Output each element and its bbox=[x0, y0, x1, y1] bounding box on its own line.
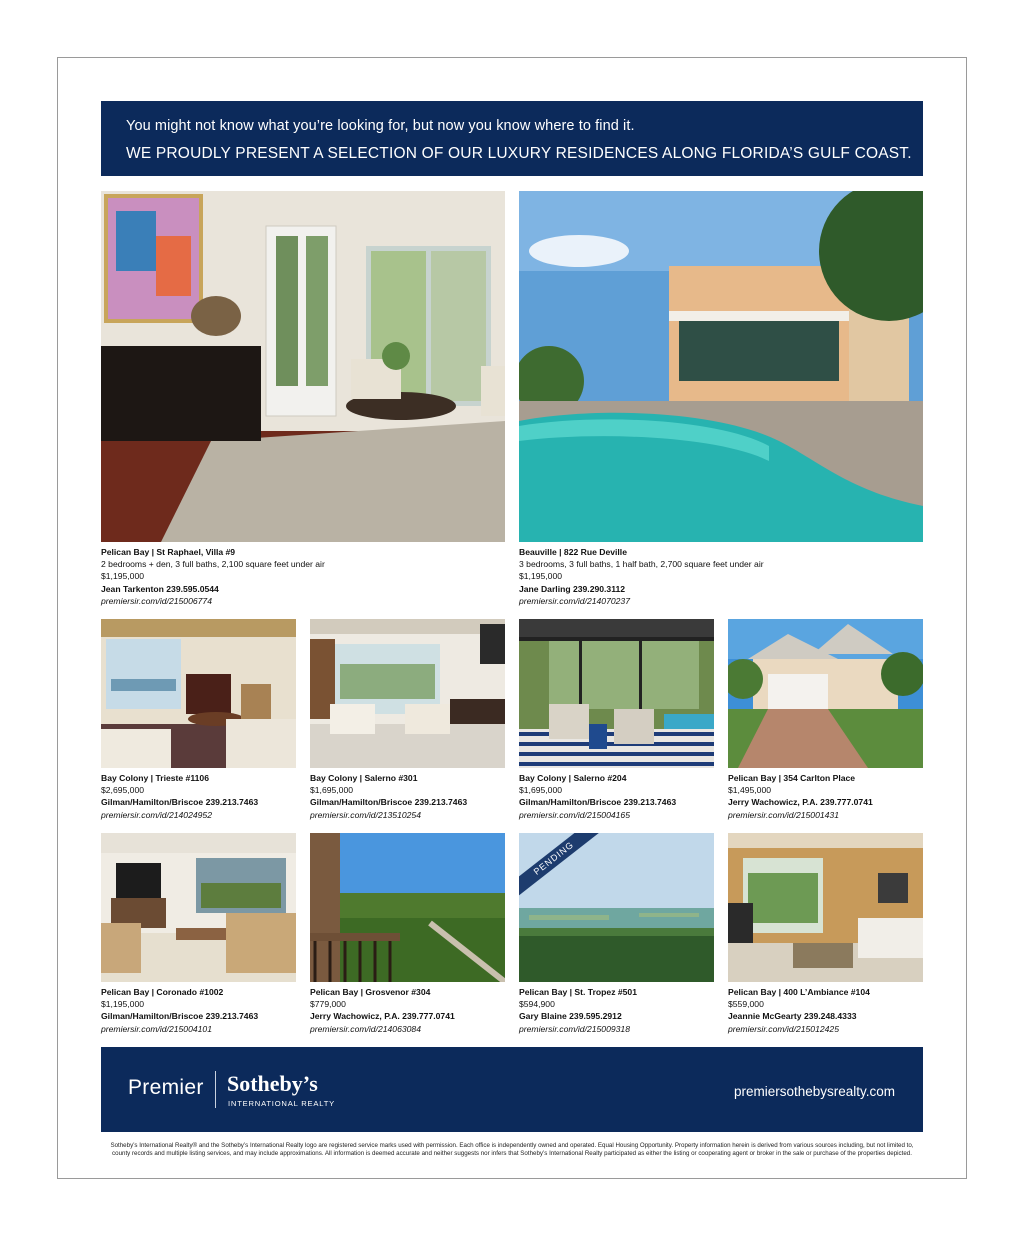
listing-title: Pelican Bay | Grosvenor #304 bbox=[310, 987, 431, 997]
header-banner bbox=[101, 101, 923, 176]
listing-agent: Jane Darling 239.290.3112 bbox=[519, 583, 626, 594]
listing-title: Beauville | 822 Rue Deville bbox=[519, 547, 627, 557]
listing-price: $1,495,000 bbox=[728, 785, 772, 796]
listing-url[interactable]: premiersir.com/id/215004165 bbox=[519, 809, 630, 820]
listing-caption bbox=[101, 546, 325, 607]
listing-caption bbox=[310, 986, 455, 1035]
listing-caption bbox=[728, 772, 873, 821]
pending-badge: PENDING bbox=[519, 833, 610, 904]
listing-price: $779,000 bbox=[310, 999, 346, 1010]
listing-caption bbox=[728, 986, 870, 1035]
listing-title: Bay Colony | Trieste #1106 bbox=[101, 773, 209, 783]
listing-url[interactable]: premiersir.com/id/214024952 bbox=[101, 809, 212, 820]
listing-photo-beauville[interactable] bbox=[519, 191, 923, 542]
listing-photo-salerno-204[interactable] bbox=[519, 619, 714, 768]
listing-price: $594,900 bbox=[519, 999, 555, 1010]
listing-url[interactable]: premiersir.com/id/214063084 bbox=[310, 1023, 421, 1034]
listing-agent: Jeannie McGearty 239.248.4333 bbox=[728, 1011, 857, 1022]
banner-headline: WE PROUDLY PRESENT A SELECTION OF OUR LUXURY RESIDENCES ALONG FLORIDA’S GULF COAST. bbox=[126, 145, 912, 162]
listing-title: Bay Colony | Salerno #301 bbox=[310, 773, 418, 783]
listing-agent: Jerry Wachowicz, P.A. 239.777.0741 bbox=[728, 797, 873, 808]
listing-photo-coronado[interactable] bbox=[101, 833, 296, 982]
listing-agent: Gilman/Hamilton/Briscoe 239.213.7463 bbox=[519, 797, 677, 808]
listing-title: Bay Colony | Salerno #204 bbox=[519, 773, 627, 783]
brand-premier: Premier bbox=[128, 1076, 204, 1099]
listing-agent: Gary Blaine 239.595.2912 bbox=[519, 1011, 622, 1022]
brand-divider bbox=[215, 1071, 216, 1108]
listing-details: 3 bedrooms, 3 full baths, 1 half bath, 2,700 square feet under air bbox=[519, 559, 764, 570]
listing-agent: Jean Tarkenton 239.595.0544 bbox=[101, 583, 219, 594]
listing-price: $559,000 bbox=[728, 999, 764, 1010]
listing-title: Pelican Bay | 354 Carlton Place bbox=[728, 773, 856, 783]
listing-title: Pelican Bay | St. Tropez #501 bbox=[519, 987, 637, 997]
listing-price: $1,695,000 bbox=[519, 785, 563, 796]
legal-disclaimer: Sotheby’s International Realty® and the Sotheby’s International Realty logo are registered service marks used with permission. Each office is independently owned and operated. Equal Housing Opportunity. Property information herein is derived from various sources including, but not limited to, county records and multiple listing services, and may include approximations. All information is deemed accurate and neither suggests nor infers that Sotheby’s International Realty participated as either the listing or cooperating agent or broker in the sale or purchase of the properties depicted. bbox=[110, 1142, 914, 1158]
listing-photo-salerno-301[interactable] bbox=[310, 619, 505, 768]
listing-photo-grosvenor[interactable] bbox=[310, 833, 505, 982]
listing-url[interactable]: premiersir.com/id/215001431 bbox=[728, 809, 839, 820]
listing-caption bbox=[310, 772, 467, 821]
listing-agent: Jerry Wachowicz, P.A. 239.777.0741 bbox=[310, 1011, 455, 1022]
listing-price: $1,195,000 bbox=[101, 571, 145, 582]
listing-caption bbox=[101, 772, 258, 821]
listing-photo-lambiance[interactable] bbox=[728, 833, 923, 982]
brand-sothebys: Sotheby’s bbox=[227, 1071, 318, 1096]
listing-url[interactable]: premiersir.com/id/213510254 bbox=[310, 809, 421, 820]
listing-title: Pelican Bay | St Raphael, Villa #9 bbox=[101, 547, 236, 557]
listing-caption bbox=[101, 986, 258, 1035]
listing-photo-carlton-place[interactable] bbox=[728, 619, 923, 768]
listing-url[interactable]: premiersir.com/id/215012425 bbox=[728, 1023, 839, 1034]
listing-details: 2 bedrooms + den, 3 full baths, 2,100 square feet under air bbox=[101, 559, 325, 570]
brand-subtitle: INTERNATIONAL REALTY bbox=[228, 1099, 335, 1108]
listing-photo-st-tropez[interactable] bbox=[519, 833, 714, 982]
listing-price: $1,195,000 bbox=[101, 999, 145, 1010]
listing-agent: Gilman/Hamilton/Briscoe 239.213.7463 bbox=[310, 797, 468, 808]
listing-title: Pelican Bay | 400 L’Ambiance #104 bbox=[728, 987, 870, 997]
listing-agent: Gilman/Hamilton/Briscoe 239.213.7463 bbox=[101, 1011, 259, 1022]
listing-price: $1,695,000 bbox=[310, 785, 354, 796]
listing-photo-trieste[interactable] bbox=[101, 619, 296, 768]
listing-url[interactable]: premiersir.com/id/215006774 bbox=[101, 595, 212, 606]
listing-price: $2,695,000 bbox=[101, 785, 145, 796]
banner-tagline: You might not know what you’re looking for, but now you know where to find it. bbox=[126, 118, 635, 134]
listing-title: Pelican Bay | Coronado #1002 bbox=[101, 987, 224, 997]
listing-price: $1,195,000 bbox=[519, 571, 563, 582]
listing-caption bbox=[519, 546, 764, 607]
listing-caption bbox=[519, 986, 637, 1035]
footer-website-link[interactable]: premiersothebysrealty.com bbox=[733, 1084, 895, 1099]
listing-caption bbox=[519, 772, 676, 821]
footer-banner bbox=[101, 1047, 923, 1132]
listing-url[interactable]: premiersir.com/id/214070237 bbox=[519, 595, 630, 606]
listing-url[interactable]: premiersir.com/id/215004101 bbox=[101, 1023, 212, 1034]
listing-agent: Gilman/Hamilton/Briscoe 239.213.7463 bbox=[101, 797, 259, 808]
listing-photo-st-raphael[interactable] bbox=[101, 191, 505, 542]
listing-url[interactable]: premiersir.com/id/215009318 bbox=[519, 1023, 630, 1034]
